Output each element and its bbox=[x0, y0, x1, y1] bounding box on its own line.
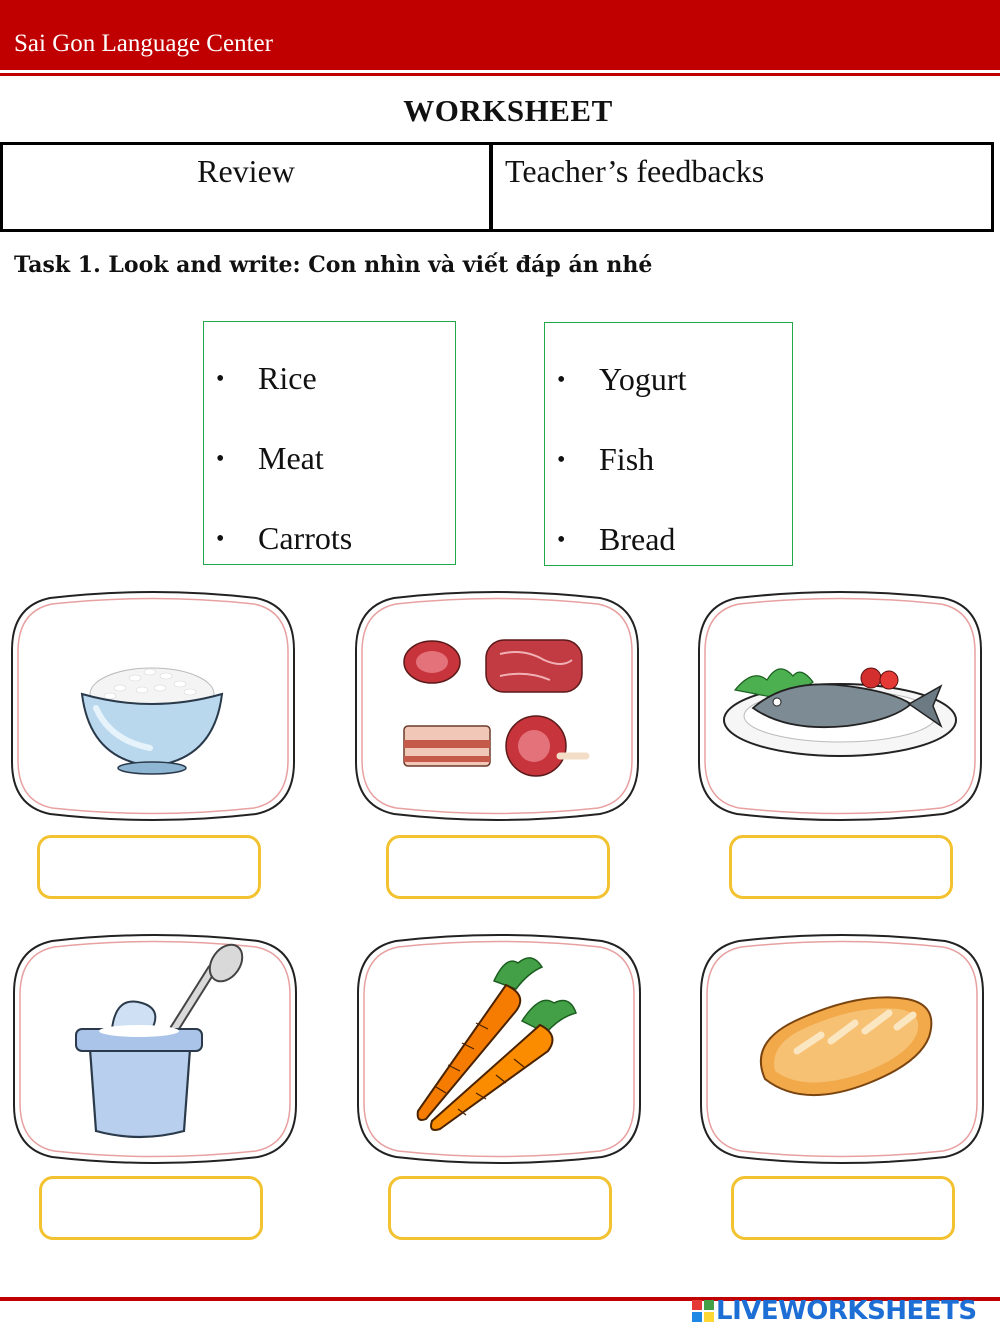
bullet: • bbox=[216, 446, 225, 472]
picture-card-2 bbox=[354, 590, 640, 822]
word-yogurt: Yogurt bbox=[599, 361, 687, 397]
word-bank-left bbox=[203, 321, 456, 565]
picture-card-1 bbox=[10, 590, 296, 822]
bullet: • bbox=[216, 366, 225, 392]
bullet: • bbox=[557, 447, 566, 473]
header-bar bbox=[0, 0, 1000, 70]
review-table bbox=[0, 142, 994, 232]
word-fish: Fish bbox=[599, 441, 655, 477]
bullet: • bbox=[557, 527, 566, 553]
bullet: • bbox=[216, 526, 225, 552]
picture-card-3 bbox=[697, 590, 983, 822]
word-bread: Bread bbox=[599, 521, 676, 557]
liveworksheets-logo[interactable] bbox=[692, 1296, 977, 1326]
fish-plate-icon bbox=[697, 590, 983, 822]
rice-bowl-icon bbox=[10, 590, 296, 822]
answer-box-4[interactable] bbox=[39, 1176, 263, 1240]
liveworksheets-logo-text: LIVEWORKSHEETS bbox=[716, 1296, 977, 1326]
word-carrots: Carrots bbox=[258, 520, 353, 556]
teacher-feedback-cell[interactable]: Teacher’s feedbacks bbox=[505, 153, 765, 189]
bullet: • bbox=[557, 367, 566, 393]
picture-card-6 bbox=[699, 933, 985, 1165]
word-meat: Meat bbox=[258, 440, 324, 476]
picture-card-5 bbox=[356, 933, 642, 1165]
liveworksheets-logo-icon bbox=[692, 1300, 714, 1322]
carrots-icon bbox=[356, 933, 642, 1165]
bread-icon bbox=[699, 933, 985, 1165]
picture-card-4 bbox=[12, 933, 298, 1165]
center-name: Sai Gon Language Center bbox=[14, 30, 273, 57]
meat-icon bbox=[354, 590, 640, 822]
word-bank-right bbox=[544, 322, 793, 566]
task-instruction: Task 1. Look and write: Con nhìn và viết đáp án nhé bbox=[14, 252, 653, 278]
word-rice: Rice bbox=[258, 360, 317, 396]
answer-box-3[interactable] bbox=[729, 835, 953, 899]
answer-box-2[interactable] bbox=[386, 835, 610, 899]
answer-box-5[interactable] bbox=[388, 1176, 612, 1240]
answer-box-1[interactable] bbox=[37, 835, 261, 899]
review-cell[interactable]: Review bbox=[3, 145, 493, 229]
yogurt-cup-icon bbox=[12, 933, 298, 1165]
answer-box-6[interactable] bbox=[731, 1176, 955, 1240]
header-rule bbox=[0, 73, 1000, 76]
worksheet-title: WORKSHEET bbox=[403, 93, 613, 128]
